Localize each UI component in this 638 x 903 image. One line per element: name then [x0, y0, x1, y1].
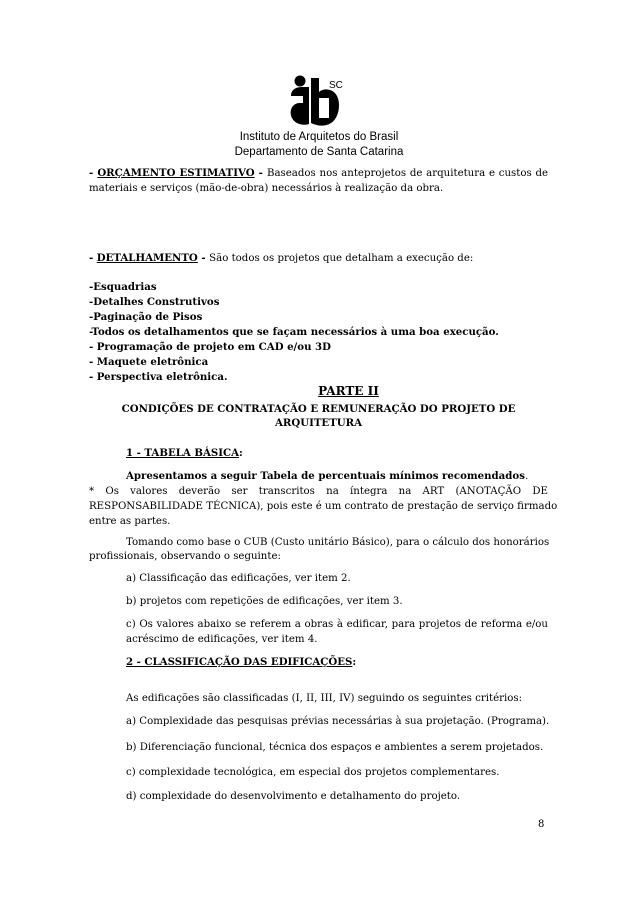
orcamento-paragraph-line2: materiais e serviços (mão-de-obra) necessários à realização da obra. [89, 183, 444, 194]
classificacao-item: a) Complexidade das pesquisas prévias necessárias à sua projetação. (Programa). [126, 716, 550, 727]
tabela-item-c-line2: acréscimo de edificações, ver item 4. [126, 634, 318, 645]
detalhamento-item: - Programação de projeto em CAD e/ou 3D [89, 341, 331, 353]
tabela-item-c-line1: c) Os valores abaixo se referem a obras à edificar, para projetos de reforma e/ou [126, 619, 548, 630]
tabela-item-a: a) Classificação das edificações, ver item 2. [126, 573, 351, 584]
iab-logo [289, 74, 349, 130]
tabela-note-line2: RESPONSABILIDADE TÉCNICA), pois este é um contrato de prestação de serviço firmado [89, 501, 558, 512]
tabela-heading: 1 - TABELA BÁSICA: [126, 447, 243, 459]
detalhamento-paragraph: - DETALHAMENTO - São todos os projetos que detalham a execução de: [89, 252, 474, 264]
detalhamento-item: - Perspectiva eletrônica. [89, 371, 228, 383]
parte-title: PARTE II [318, 384, 379, 398]
classificacao-item: b) Diferenciação funcional, técnica dos espaços e ambientes a serem projetados. [126, 742, 544, 753]
logo-sc-text: SC [329, 80, 343, 91]
orcamento-term: ORÇAMENTO ESTIMATIVO [97, 167, 255, 179]
parte-subtitle-line1: CONDIÇÕES DE CONTRATAÇÃO E REMUNERAÇÃO DO PROJETO DE [121, 403, 516, 415]
cub-line1: Tomando como base o CUB (Custo unitário Básico), para o cálculo dos honorários [126, 537, 550, 548]
classificacao-item: c) complexidade tecnológica, em especial dos projetos complementares. [126, 767, 500, 778]
classificacao-intro: As edificações são classificadas (I, II, III, IV) seguindo os seguintes critérios: [126, 693, 523, 704]
department-name: Departamento de Santa Catarina [234, 146, 404, 158]
page-number: 8 [538, 819, 545, 830]
detalhamento-item: -Paginação de Pisos [89, 311, 203, 323]
detalhamento-item: -Detalhes Construtivos [89, 296, 220, 308]
detalhamento-item: -Esquadrias [89, 281, 157, 293]
detalhamento-term: DETALHAMENTO [96, 252, 198, 264]
detalhamento-item: -Todos os detalhamentos que se façam necessários à uma boa execução. [89, 326, 499, 338]
classificacao-item: d) complexidade do desenvolvimento e detalhamento do projeto. [126, 791, 461, 802]
detalhamento-item: - Maquete eletrônica [89, 356, 209, 368]
classificacao-heading: 2 - CLASSIFICAÇÃO DAS EDIFICAÇÕES: [126, 656, 357, 668]
tabela-intro: Apresentamos a seguir Tabela de percentuais mínimos recomendados. [126, 470, 529, 482]
tabela-note-line3: entre as partes. [89, 516, 171, 527]
tabela-item-b: b) projetos com repetições de edificações, ver item 3. [126, 596, 403, 607]
cub-line2: profissionais, observando o seguinte: [89, 551, 281, 562]
parte-subtitle-line2: ARQUITETURA [274, 417, 363, 429]
tabela-note-line1: * Os valores deverão ser transcritos na íntegra na ART (ANOTAÇÃO DE [89, 486, 548, 497]
institute-name: Instituto de Arquitetos do Brasil [239, 131, 399, 143]
orcamento-paragraph-line1: - ORÇAMENTO ESTIMATIVO - Baseados nos anteprojetos de arquitetura e custos de [89, 167, 549, 179]
